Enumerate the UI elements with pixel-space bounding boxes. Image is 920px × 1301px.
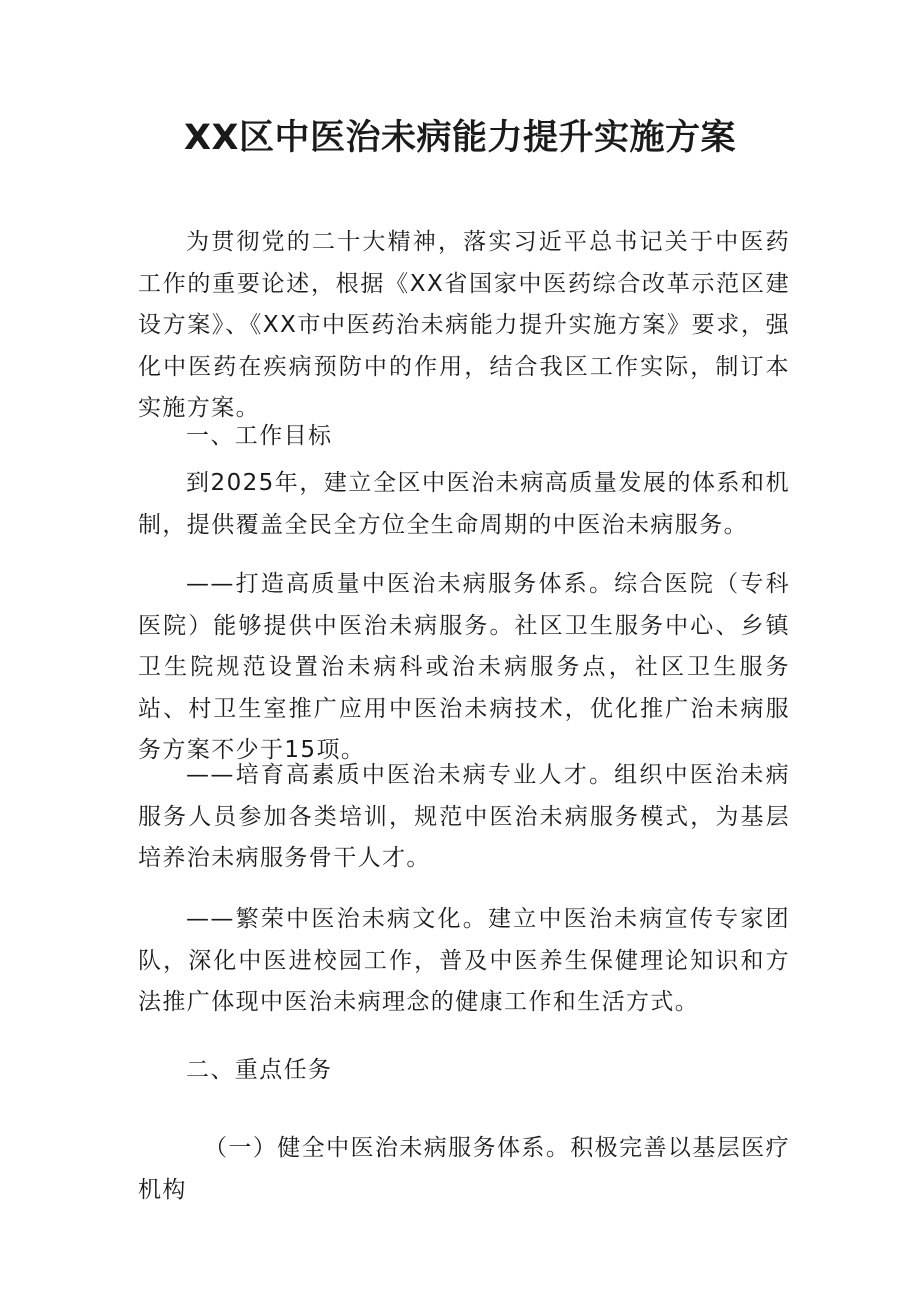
section-heading-goals: 一、工作目标: [186, 423, 333, 449]
task-item-1: （一）健全中医治未病服务体系。积极完善以基层医疗机构: [138, 1135, 790, 1203]
goal-item-service-system: ——打造高质量中医治未病服务体系。综合医院（专科医院）能够提供中医治未病服务。社区卫生服务中心、乡镇卫生院规范设置治未病科或治未病服务点，社区卫生服务站、村卫生室推广应用中医治未病技术，优化推广治未病服务方案不少于15项。: [138, 571, 790, 763]
document-title: XX区中医治未病能力提升实施方案: [184, 118, 736, 158]
goal-item-talent: ——培育高素质中医治未病专业人才。组织中医治未病服务人员参加各类培训，规范中医治未病服务模式，为基层培养治未病服务骨干人才。: [138, 762, 790, 871]
section-heading-tasks: 二、重点任务: [186, 1057, 333, 1083]
intro-paragraph: 为贯彻党的二十大精神，落实习近平总书记关于中医药工作的重要论述，根据《XX省国家中医药综合改革示范区建设方案》、《XX市中医药治未病能力提升实施方案》要求，强化中医药在疾病预防中的作用，结合我区工作实际，制订本实施方案。: [138, 229, 790, 421]
goal-item-culture: ——繁荣中医治未病文化。建立中医治未病宣传专家团队，深化中医进校园工作，普及中医养生保健理论知识和方法推广体现中医治未病理念的健康工作和生活方式。: [138, 906, 790, 1015]
goals-paragraph: 到2025年，建立全区中医治未病高质量发展的体系和机制，提供覆盖全民全方位全生命周期的中医治未病服务。: [138, 470, 790, 538]
